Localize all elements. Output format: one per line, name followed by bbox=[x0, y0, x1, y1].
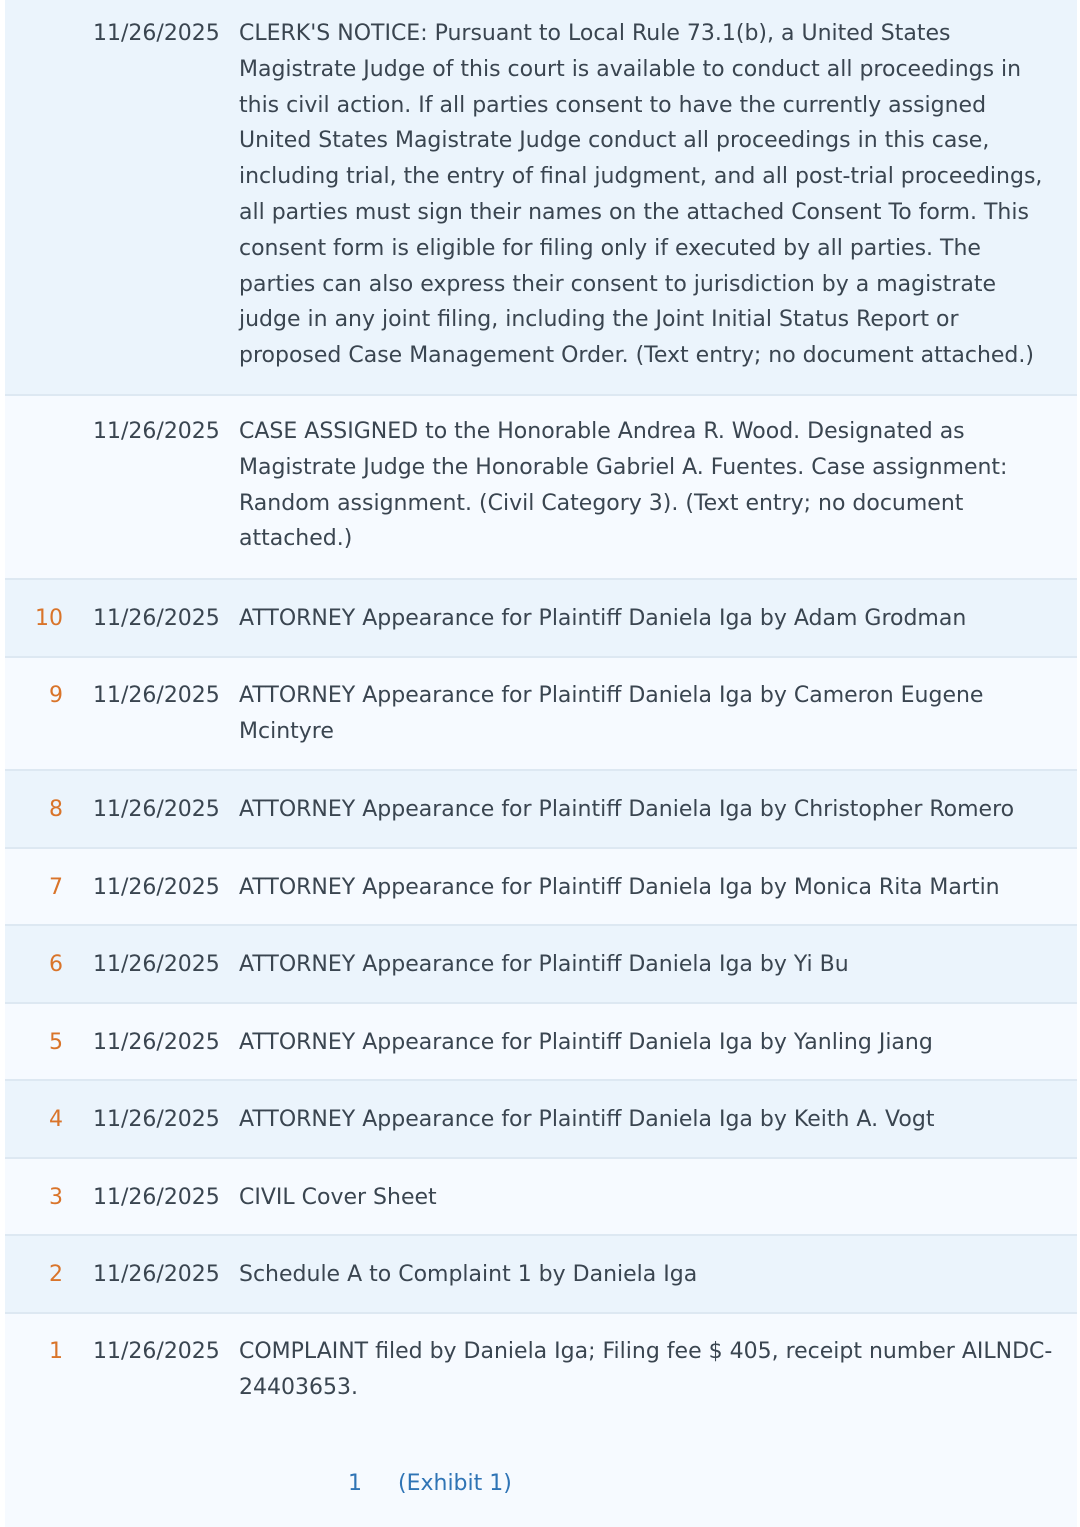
docket-entry-5 bbox=[5, 1004, 1077, 1081]
docket-entry-3 bbox=[5, 1159, 1077, 1236]
entry-text: ATTORNEY Appearance for Plaintiff Daniela Iga by Adam Grodman bbox=[239, 606, 967, 631]
entry-date: 11/26/2025 bbox=[93, 952, 220, 977]
entry-number-link[interactable]: 4 bbox=[49, 1107, 63, 1132]
docket-entry-case-assigned bbox=[5, 396, 1077, 580]
entry-text: CLERK'S NOTICE: Pursuant to Local Rule 73.1(b), a United States Magistrate Judge of this court is available to conduct all proceedings in this civil action. If all parties consent to have the currently assigned United States Magistrate Judge conduct all proceedings in this case, including trial, the entry of final judgment, and all post-trial proceedings, all parties must sign their names on the attached Consent To form. This consent form is eligible for filing only if executed by all parties. The parties can also express their consent to jurisdiction by a magistrate judge in any joint filing, including the Joint Initial Status Report or proposed Case Management Order. (Text entry; no document attached.) bbox=[239, 21, 1043, 369]
attachment-links bbox=[0, 1466, 1080, 1502]
entry-date: 11/26/2025 bbox=[93, 1107, 220, 1132]
entry-text: COMPLAINT filed by Daniela Iga; Filing fee $ 405, receipt number AILNDC-24403653. bbox=[239, 1339, 1053, 1400]
entry-text: ATTORNEY Appearance for Plaintiff Daniela Iga by Yi Bu bbox=[239, 952, 849, 977]
entry-number-link[interactable]: 5 bbox=[49, 1030, 63, 1055]
exhibit-link[interactable]: (Exhibit 1) bbox=[398, 1471, 512, 1496]
entry-text: Schedule A to Complaint 1 by Daniela Iga bbox=[239, 1262, 698, 1287]
entry-date: 11/26/2025 bbox=[93, 875, 220, 900]
docket-table bbox=[5, 0, 1077, 1527]
entry-number-link[interactable]: 8 bbox=[49, 797, 63, 822]
entry-date: 11/26/2025 bbox=[93, 419, 220, 444]
entry-number-link[interactable]: 3 bbox=[49, 1185, 63, 1210]
entry-date: 11/26/2025 bbox=[93, 1185, 220, 1210]
attachment-number-link[interactable]: 1 bbox=[348, 1471, 362, 1496]
entry-text: ATTORNEY Appearance for Plaintiff Daniela Iga by Cameron Eugene Mcintyre bbox=[239, 683, 984, 744]
entry-text: CIVIL Cover Sheet bbox=[239, 1185, 437, 1210]
entry-number-link[interactable]: 9 bbox=[49, 683, 63, 708]
entry-date: 11/26/2025 bbox=[93, 1030, 220, 1055]
entry-date: 11/26/2025 bbox=[93, 606, 220, 631]
docket-entry-4 bbox=[5, 1081, 1077, 1159]
docket-entry-clerks-notice bbox=[5, 0, 1077, 396]
entry-text: ATTORNEY Appearance for Plaintiff Daniela Iga by Yanling Jiang bbox=[239, 1030, 933, 1055]
entry-number-link[interactable]: 1 bbox=[49, 1339, 63, 1364]
entry-number-link[interactable]: 6 bbox=[49, 952, 63, 977]
docket-entry-7 bbox=[5, 849, 1077, 926]
entry-text: ATTORNEY Appearance for Plaintiff Daniela Iga by Keith A. Vogt bbox=[239, 1107, 935, 1132]
entry-date: 11/26/2025 bbox=[93, 797, 220, 822]
entry-date: 11/26/2025 bbox=[93, 1262, 220, 1287]
entry-number-link[interactable]: 2 bbox=[49, 1262, 63, 1287]
docket-entry-8 bbox=[5, 771, 1077, 849]
entry-text: CASE ASSIGNED to the Honorable Andrea R. Wood. Designated as Magistrate Judge the Honorable Gabriel A. Fuentes. Case assignment: Random assignment. (Civil Category 3). (Text entry; no document attached.) bbox=[239, 419, 1008, 552]
entry-number-link[interactable]: 10 bbox=[35, 606, 63, 631]
entry-text: ATTORNEY Appearance for Plaintiff Daniela Iga by Christopher Romero bbox=[239, 797, 1015, 822]
entry-date: 11/26/2025 bbox=[93, 21, 220, 46]
docket-entry-6 bbox=[5, 926, 1077, 1004]
docket-entry-9 bbox=[5, 658, 1077, 771]
entry-number-link[interactable]: 7 bbox=[49, 875, 63, 900]
docket-entry-10 bbox=[5, 580, 1077, 658]
entry-date: 11/26/2025 bbox=[93, 1339, 220, 1364]
entry-date: 11/26/2025 bbox=[93, 683, 220, 708]
docket-entry-2 bbox=[5, 1236, 1077, 1314]
entry-text: ATTORNEY Appearance for Plaintiff Daniela Iga by Monica Rita Martin bbox=[239, 875, 1000, 900]
